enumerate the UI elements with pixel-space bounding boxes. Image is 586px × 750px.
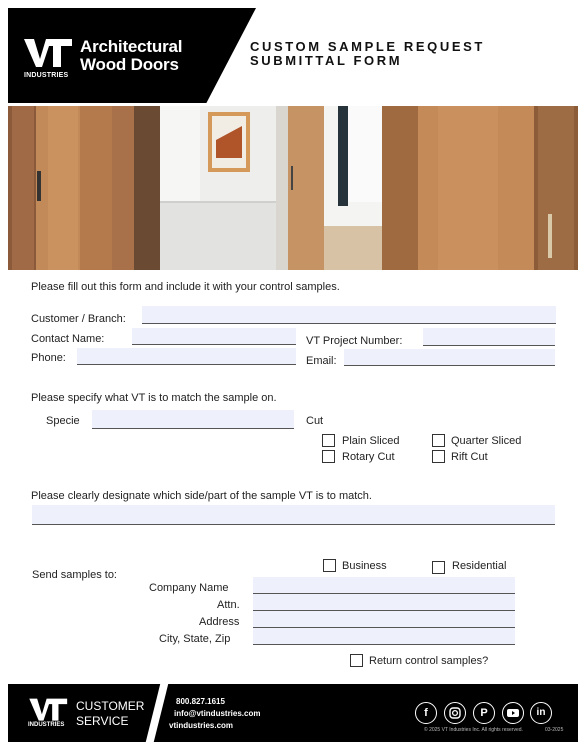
attn-label: Attn. (217, 599, 240, 611)
vt-logo-mark (24, 37, 74, 75)
brand-industries: INDUSTRIES (24, 72, 69, 79)
instagram-icon[interactable] (444, 702, 466, 724)
email-label: Email: (306, 355, 337, 367)
specie-field[interactable] (92, 410, 294, 429)
customer-branch-label: Customer / Branch: (31, 313, 126, 325)
cut-label: Cut (306, 415, 324, 427)
send-samples-label: Send samples to: (32, 569, 117, 581)
attn-field[interactable] (253, 594, 515, 611)
return-samples-label: Return control samples? (369, 655, 489, 667)
vt-project-number-field[interactable] (423, 328, 555, 346)
plain-sliced-checkbox[interactable] (322, 434, 335, 447)
footer (8, 684, 578, 742)
quarter-sliced-checkbox[interactable] (432, 434, 445, 447)
footer-copyright: © 2025 VT Industries Inc. All rights reserved. (424, 727, 523, 733)
business-checkbox[interactable] (323, 559, 336, 572)
rotary-cut-label: Rotary Cut (342, 451, 395, 463)
hero-photo (8, 106, 578, 270)
company-name-label: Company Name (149, 582, 229, 594)
footer-phone: 800.827.1615 (176, 697, 225, 706)
phone-field[interactable] (77, 348, 296, 365)
rift-cut-label: Rift Cut (451, 451, 488, 463)
footer-email[interactable]: info@vtindustries.com (174, 709, 261, 718)
intro-text: Please fill out this form and include it with your control samples. (31, 281, 340, 293)
form-title (250, 40, 485, 68)
residential-label: Residential (452, 560, 507, 572)
brand-name-line2: Wood Doors (80, 55, 179, 74)
pinterest-icon[interactable]: P (473, 702, 495, 724)
city-state-zip-label: City, State, Zip (159, 633, 231, 645)
address-label: Address (199, 616, 240, 628)
footer-brand-industries: INDUSTRIES (28, 722, 65, 728)
brand-name-line1: Architectural (80, 37, 183, 56)
footer-divider (146, 684, 168, 742)
plain-sliced-label: Plain Sliced (342, 435, 400, 447)
residential-checkbox[interactable] (432, 561, 445, 574)
footer-service-label: SERVICE (76, 714, 129, 728)
footer-customer-label: CUSTOMER (76, 699, 145, 713)
specify-text: Please specify what VT is to match the sample on. (31, 392, 277, 404)
contact-name-label: Contact Name: (31, 333, 105, 345)
quarter-sliced-label: Quarter Sliced (451, 435, 522, 447)
customer-branch-field[interactable] (142, 306, 556, 324)
rift-cut-checkbox[interactable] (432, 450, 445, 463)
linkedin-icon[interactable]: in (530, 702, 552, 724)
business-label: Business (342, 560, 387, 572)
youtube-icon[interactable] (502, 702, 524, 724)
form-title-line2: SUBMITTAL FORM (250, 53, 403, 68)
contact-name-field[interactable] (132, 328, 296, 345)
address-field[interactable] (253, 611, 515, 628)
form-title-line1: CUSTOM SAMPLE REQUEST (250, 39, 485, 54)
footer-code: 03-2025 (545, 727, 564, 733)
footer-website[interactable]: vtindustries.com (169, 721, 234, 730)
phone-label: Phone: (31, 352, 66, 364)
company-name-field[interactable] (253, 577, 515, 594)
facebook-icon[interactable]: f (415, 702, 437, 724)
return-samples-checkbox[interactable] (350, 654, 363, 667)
email-field[interactable] (344, 349, 555, 366)
city-state-zip-field[interactable] (253, 628, 515, 645)
designate-field[interactable] (32, 505, 555, 525)
rotary-cut-checkbox[interactable] (322, 450, 335, 463)
specie-label: Specie (46, 415, 80, 427)
designate-text: Please clearly designate which side/part of the sample VT is to match. (31, 490, 372, 502)
vt-project-number-label: VT Project Number: (306, 335, 403, 347)
